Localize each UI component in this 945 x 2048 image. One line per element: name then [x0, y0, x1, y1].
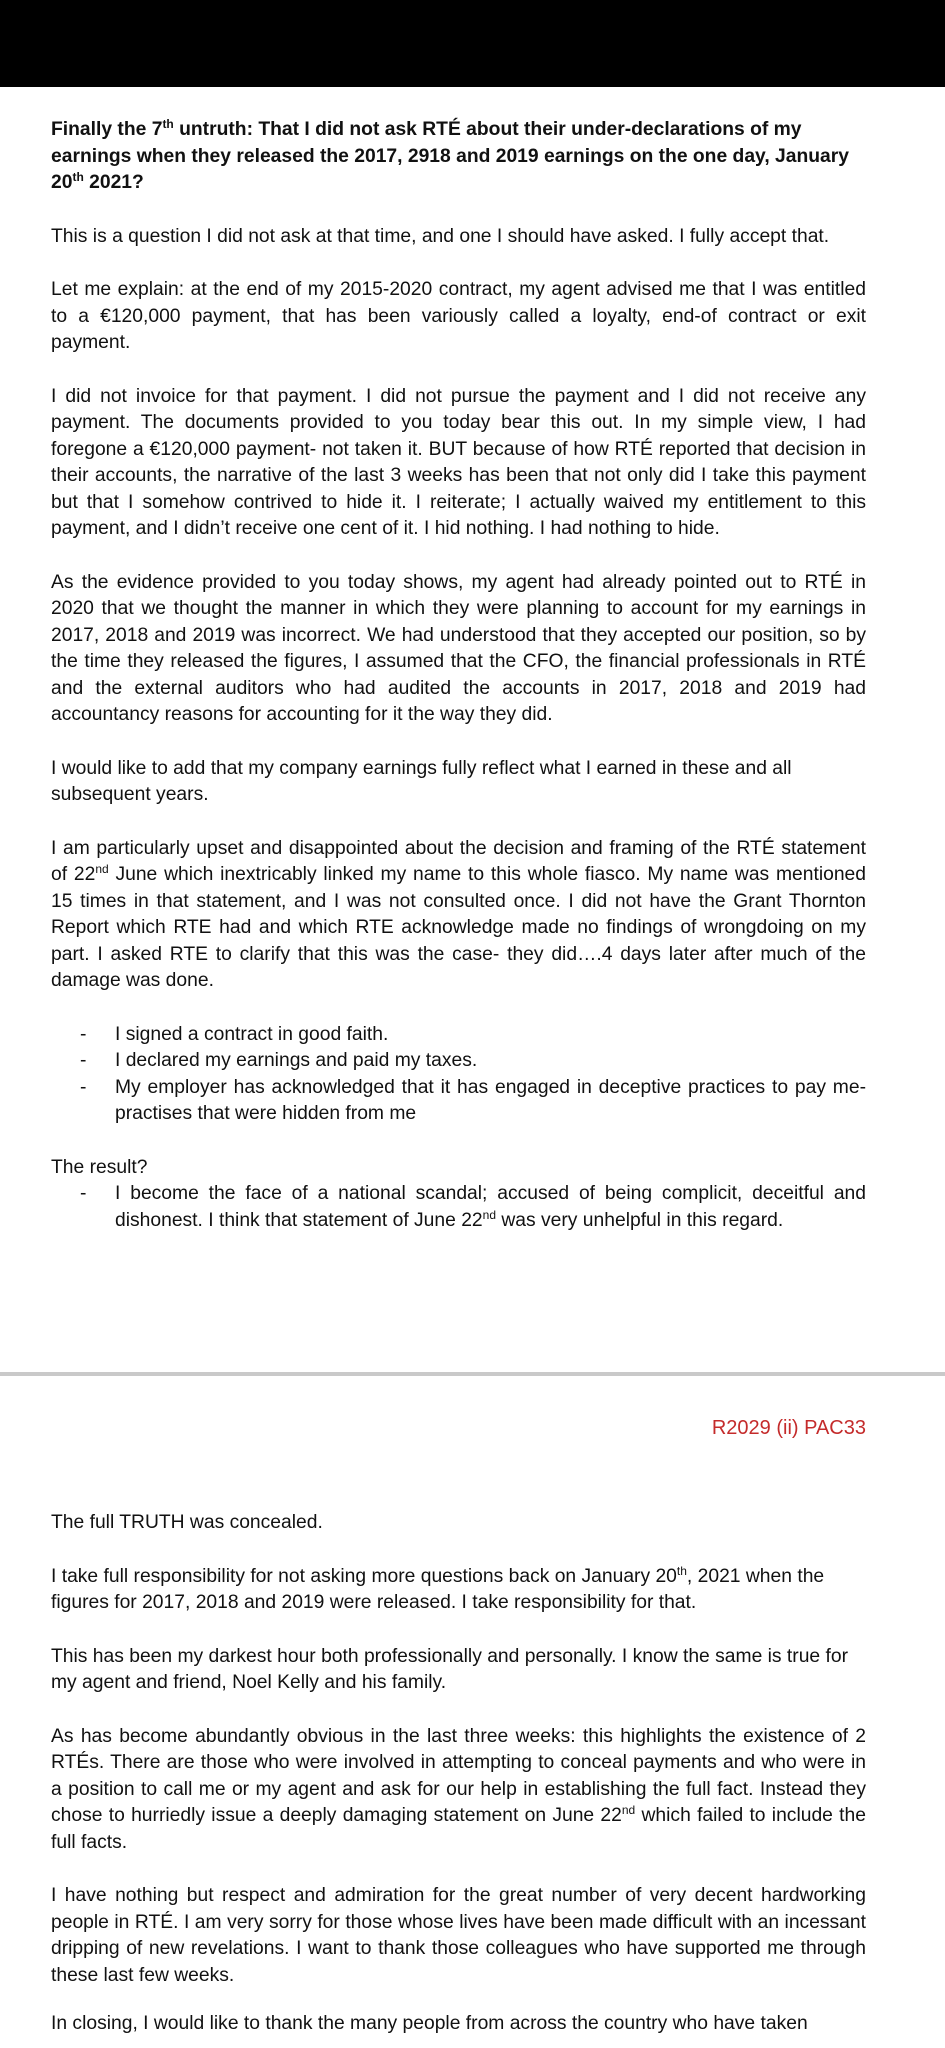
top-black-bar — [0, 0, 945, 87]
truncated-paragraph — [51, 2011, 866, 2048]
paragraph: I have nothing but respect and admiration for the great number of very decent hardworking people in RTÉ. I am very sorry for those whose lives have been made difficult with an incessant dripping of new revelations. I want to thank those colleagues who have supported me through these last few weeks. — [51, 1885, 866, 1986]
document-reference-code: R2029 (ii) PAC33 — [711, 1417, 866, 1439]
result-list — [51, 1181, 866, 1234]
result-label: The result? — [51, 1156, 148, 1178]
list-item: - My employer has acknowledged that it has engaged in deceptive practices to pay me- practises that were hidden from me — [51, 1075, 866, 1128]
paragraph: Let me explain: at the end of my 2015-2020 contract, my agent advised me that I was entitled to a €120,000 payment, that has been variously called a loyalty, end-of contract or exit payment. — [51, 279, 866, 353]
list-item: - I become the face of a national scandal; accused of being complicit, deceitful and dishonest. I think that statement of June 22nd was very unhelpful in this regard. — [51, 1181, 866, 1234]
paragraph: This is a question I did not ask at that time, and one I should have asked. I fully accept that. — [51, 225, 830, 247]
document-page-1 — [51, 117, 866, 1261]
list-item: - I signed a contract in good faith. — [51, 1022, 866, 1049]
paragraph: I did not invoice for that payment. I did not pursue the payment and I did not receive any payment. The documents provided to you today bear this out. In my simple view, I had foregone a €120,000 payment- not taken it. BUT because of how RTÉ reported that decision in their accounts, the narrative of the last 3 weeks has been that not only did I take this payment but that I somehow contrived to hide it. I reiterate; I actually waived my entitlement to this payment, and I didn’t receive one cent of it. I hid nothing. I had nothing to hide. — [51, 385, 866, 539]
paragraph: In closing, I would like to thank the many people from across the country who have taken — [51, 2013, 808, 2034]
list-item: - I declared my earnings and paid my taxes. — [51, 1048, 866, 1075]
paragraph: I am particularly upset and disappointed about the decision and framing of the RTÉ statement of 22nd June which inextricably linked my name to this whole fiasco. My name was mentioned 15 times in that statement, and I was not consulted once. I did not have the Grant Thornton Report which RTE had and which RTE acknowledge made no findings of wrongdoing on my part. I asked RTE to clarify that this was the case- they did….4 days later after much of the damage was done. — [51, 837, 867, 991]
paragraph: I would like to add that my company earnings fully reflect what I earned in these and all subsequent years. — [51, 757, 792, 805]
document-page-2 — [51, 1510, 866, 2016]
paragraph: As has become abundantly obvious in the last three weeks: this highlights the existence of 2 RTÉs. There are those who were involved in attempting to conceal payments and who were in a position to call me or my agent and ask for our help in establishing the full fact. Instead they chose to hurriedly issue a deeply damaging statement on June 22nd which failed to include the full facts. — [51, 1725, 866, 1853]
paragraph: This has been my darkest hour both professionally and personally. I know the same is true for my agent and friend, Noel Kelly and his family. — [51, 1645, 849, 1693]
page-divider — [0, 1372, 945, 1376]
paragraph: As the evidence provided to you today shows, my agent had already pointed out to RTÉ in 2020 that we thought the manner in which they were planning to account for my earnings in 2017, 2018 and 2019 was incorrect. We had understood that they accepted our position, so by the time they released the figures, I assumed that the CFO, the financial professionals in RTÉ and the external auditors who had audited the accounts in 2017, 2018 and 2019 had accountancy reasons for accounting for it the way they did. — [51, 571, 866, 725]
section-heading: Finally the 7th untruth: That I did not ask RTÉ about their under-declarations of my earnings when they released the 2017, 2918 and 2019 earnings on the one day, January 20th 2021? — [51, 117, 849, 193]
paragraph: The full TRUTH was concealed. — [51, 1512, 323, 1533]
paragraph: I take full responsibility for not asking more questions back on January 20th, 2021 when the figures for 2017, 2018 and 2019 were released. I take responsibility for that. — [51, 1563, 825, 1613]
bullet-list — [51, 1022, 866, 1128]
